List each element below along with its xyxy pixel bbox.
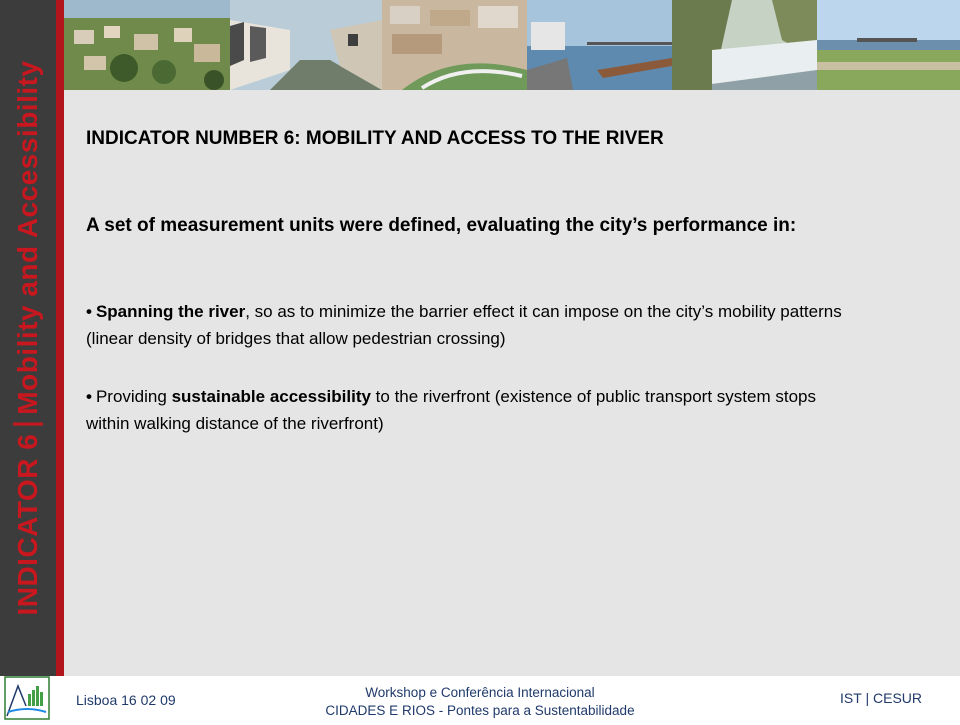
bullet-sustainable-accessibility <box>86 383 846 437</box>
side-title <box>12 60 44 615</box>
photo-strip <box>64 0 960 90</box>
river-weir-photo <box>672 0 817 90</box>
bullet-prefix-text: Providing <box>95 387 172 406</box>
footer-event-line2: CIDADES E RIOS - Pontes para a Sustentabilidade <box>325 703 635 718</box>
intro-text: A set of measurement units were defined, evaluating the city’s performance in: <box>86 215 797 236</box>
cesur-logo-icon <box>4 676 50 720</box>
grassy-riverbank-photo <box>817 0 960 90</box>
bullet-text: , so as to minimize the barrier effect it can impose on the city’s mobility patterns (linear density of bridges that allow pedestrian crossing) <box>86 302 842 348</box>
bullet-bold-text: Spanning the river <box>95 302 246 321</box>
side-banner <box>0 0 56 676</box>
riverfront-promenade-photo <box>527 0 672 90</box>
side-title-topic: Mobility and Accessibility <box>12 60 43 415</box>
slide-heading: INDICATOR NUMBER 6: MOBILITY AND ACCESS TO THE RIVER <box>86 128 664 149</box>
city-hillside-photo <box>64 0 230 90</box>
side-accent-stripe <box>56 0 64 676</box>
bullet-text: to the riverfront (existence of public transport system stops within walking distance of the riverfront) <box>86 387 816 433</box>
footer-location-date: Lisboa 16 02 09 <box>76 692 176 708</box>
side-title-separator <box>13 423 43 426</box>
content-panel <box>64 90 960 676</box>
bullet-bold-text: sustainable accessibility <box>171 387 371 406</box>
bullet-spanning-river <box>86 298 846 352</box>
footer-event-line1: Workshop e Conferência Internacional <box>365 685 595 700</box>
canal-street-photo <box>230 0 382 90</box>
footer-institution: IST | CESUR <box>840 690 922 706</box>
aerial-town-photo <box>382 0 527 90</box>
bullet-marker: • <box>86 387 92 406</box>
side-title-indicator: INDICATOR 6 <box>12 433 43 616</box>
bullet-marker: • <box>86 302 92 321</box>
footer-event <box>280 684 680 720</box>
